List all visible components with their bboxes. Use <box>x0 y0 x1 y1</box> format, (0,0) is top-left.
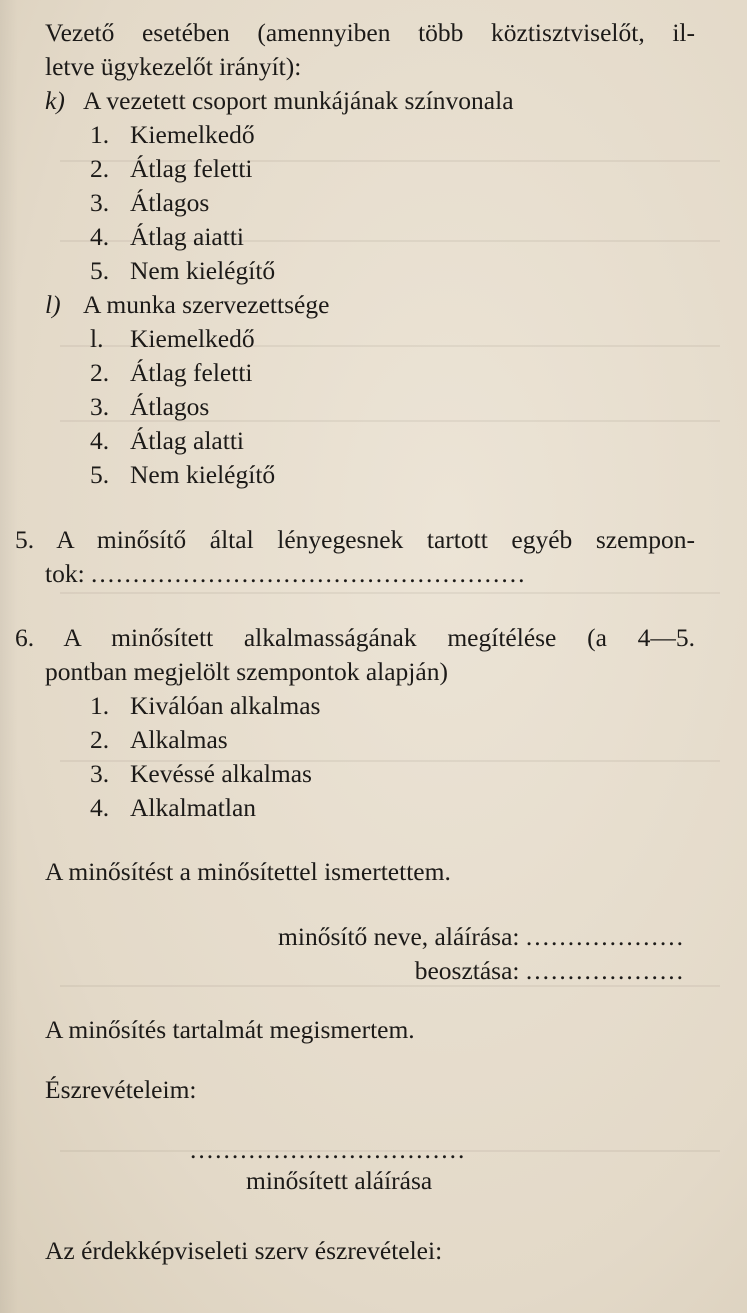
rated-signature-field[interactable]: ................................. <box>190 1135 467 1164</box>
list-item: 4. Átlag alatti <box>90 426 245 455</box>
list-item: 4. Alkalmatlan <box>90 793 257 822</box>
manager-intro-line-1: Vezető esetében (amennyiben több köztisztviselőt, il- <box>45 18 695 47</box>
section-6-line-2: pontban megjelölt szempontok alapján) <box>45 657 448 686</box>
acknowledgement-line: A minősítést a minősítettel ismertettem. <box>45 857 451 886</box>
list-item: 4. Átlag aiatti <box>90 222 245 251</box>
list-item: 2. Alkalmas <box>90 725 228 754</box>
list-item: 3. Átlagos <box>90 392 210 421</box>
section-5-line-1: 5. A minősítő által lényegesnek tartott egyéb szempon- <box>15 525 695 554</box>
list-item: 2. Átlag feletti <box>90 358 253 387</box>
list-item: 3. Kevéssé alkalmas <box>90 759 312 788</box>
section-l-text: A munka szervezettsége <box>83 290 330 319</box>
section-l-letter: l) <box>45 290 61 319</box>
rater-signature-field[interactable]: ................... <box>525 922 685 951</box>
list-item: 5. Nem kielégítő <box>90 460 276 489</box>
list-item: 5. Nem kielégítő <box>90 256 276 285</box>
list-item: 2. Átlag feletti <box>90 154 253 183</box>
section-l-title <box>45 290 329 320</box>
manager-intro-line-2: letve ügykezelőt irányít): <box>45 52 302 81</box>
section-k-text: A vezetett csoport munkájának színvonala <box>83 86 514 115</box>
rated-signature-label: minősített aláírása <box>246 1166 433 1195</box>
remarks-label: Észrevételeim: <box>45 1075 197 1104</box>
section-6-line-1: 6. A minősített alkalmasságának megítélése (a 4—5. <box>15 623 695 652</box>
list-item: 3. Átlagos <box>90 188 210 217</box>
fill-in-dots[interactable]: .................................................... <box>91 559 527 588</box>
section-k-letter: k) <box>45 86 65 115</box>
rater-position-field[interactable]: ................... <box>525 956 685 985</box>
section-k-title <box>45 86 514 116</box>
list-item: 1. Kiválóan alkalmas <box>90 691 321 720</box>
content-known-line: A minősítés tartalmát megismertem. <box>45 1015 415 1044</box>
list-item: 1. Kiemelkedő <box>90 120 255 149</box>
section-5-line-2: tok: .................................................... <box>45 559 527 588</box>
rater-signature-row: minősítő neve, aláírása: ................... <box>278 922 685 951</box>
list-item: l. Kiemelkedő <box>90 324 255 353</box>
rater-position-row: beosztása: ................... <box>414 956 685 985</box>
union-remarks-label: Az érdekképviseleti szerv észrevételei: <box>45 1236 443 1265</box>
